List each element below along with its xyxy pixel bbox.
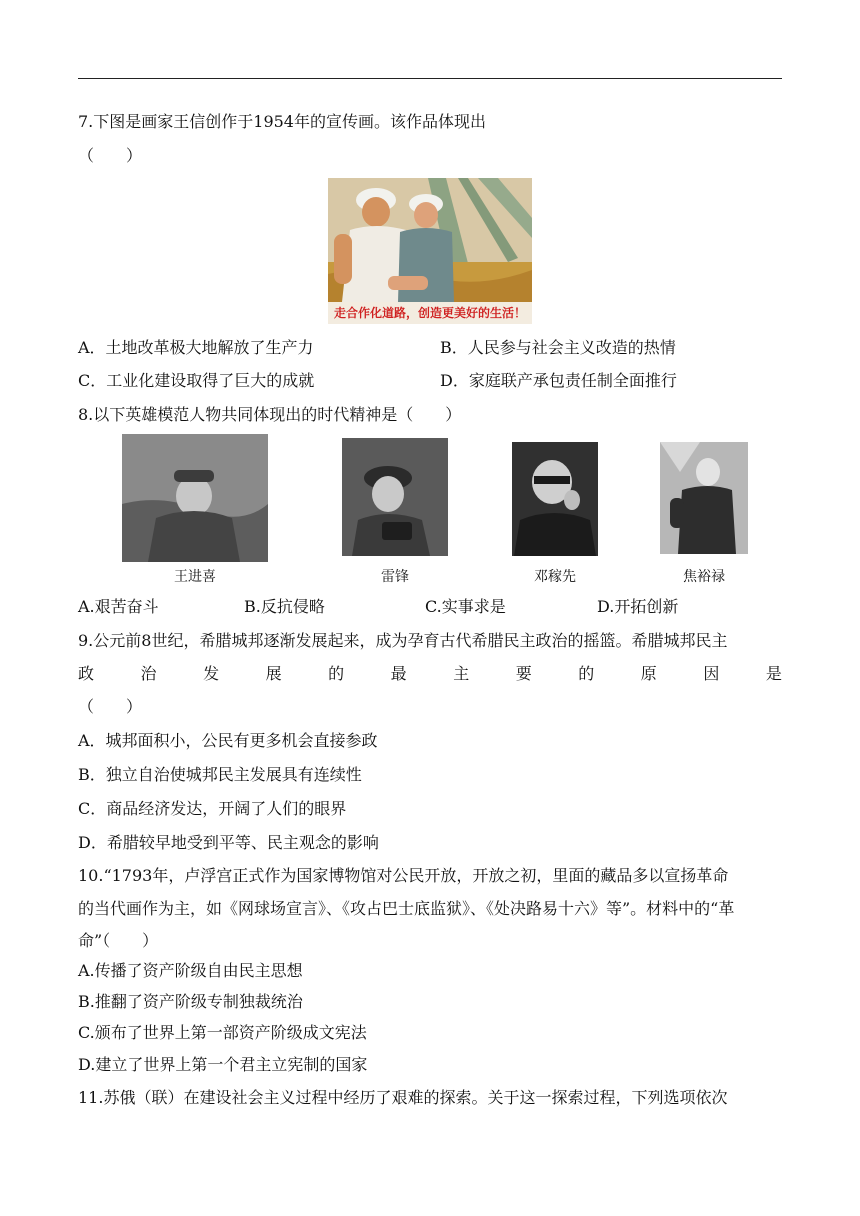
q9-word: 是 (765, 664, 782, 683)
q7-option-b[interactable]: B．人民参与社会主义改造的热情 (440, 338, 676, 357)
q7-stem: 7.下图是画家王信创作于1954年的宣传画。该作品体现出 (78, 112, 486, 131)
photo-jiao-yulu-image (660, 442, 748, 554)
q10-stem-line2: 的当代画作为主，如《网球场宣言》、《攻占巴士底监狱》、《处决路易十六》等”。材料中的“革 (78, 899, 735, 918)
q9-word: 展 (265, 664, 282, 683)
photo-deng-jiaxian (512, 442, 598, 556)
photo-wang-jinxi (122, 434, 268, 562)
q10-stem-line3: 命”（ ） (78, 931, 159, 950)
photo-lei-feng (342, 438, 448, 556)
photo-jiao-yulu (660, 442, 748, 554)
poster-slogan: 走合作化道路，创造更美好的生活！ (328, 302, 532, 324)
q8-option-b[interactable]: B.反抗侵略 (244, 597, 325, 616)
q9-word: 原 (640, 664, 657, 683)
q8-option-c[interactable]: C.实事求是 (425, 597, 506, 616)
photo-wang-jinxi-image (122, 434, 268, 562)
q9-word: 治 (140, 664, 157, 683)
q9-word: 的 (328, 664, 345, 683)
header-rule (78, 78, 782, 79)
q10-option-d[interactable]: D.建立了世界上第一个君主立宪制的国家 (78, 1055, 368, 1074)
q10-option-a[interactable]: A.传播了资产阶级自由民主思想 (78, 961, 303, 980)
q8-option-a[interactable]: A.艰苦奋斗 (78, 597, 159, 616)
q8-stem: 8.以下英雄模范人物共同体现出的时代精神是（ ） (78, 405, 462, 424)
q9-answer-blank: （ ） (78, 697, 143, 716)
q9-word: 最 (390, 664, 407, 683)
q9-stem-line1: 9.公元前8世纪，希腊城邦逐渐发展起来，成为孕育古代希腊民主政治的摇篮。希腊城邦民主 (78, 631, 728, 650)
q9-option-d[interactable]: D．希腊较早地受到平等、民主观念的影响 (78, 833, 379, 852)
q9-word: 主 (453, 664, 470, 683)
caption-jiao-yulu: 焦裕禄 (683, 569, 725, 585)
caption-wang-jinxi: 王进喜 (174, 569, 216, 585)
q10-stem-line1: 10.“1793年，卢浮宫正式作为国家博物馆对公民开放，开放之初，里面的藏品多以宣扬革命 (78, 866, 729, 885)
photo-deng-jiaxian-image (512, 442, 598, 556)
q7-option-a[interactable]: A．土地改革极大地解放了生产力 (78, 338, 314, 357)
q9-option-a[interactable]: A．城邦面积小，公民有更多机会直接参政 (78, 731, 378, 750)
q9-word: 要 (515, 664, 532, 683)
q9-option-c[interactable]: C．商品经济发达，开阔了人们的眼界 (78, 799, 347, 818)
photo-lei-feng-image (342, 438, 448, 556)
q10-option-b[interactable]: B.推翻了资产阶级专制独裁统治 (78, 992, 303, 1011)
q11-stem-line1: 11.苏俄（联）在建设社会主义过程中经历了艰难的探索。关于这一探索过程，下列选项依次 (78, 1088, 728, 1107)
q7-option-c[interactable]: C．工业化建设取得了巨大的成就 (78, 371, 315, 390)
q9-word: 因 (703, 664, 720, 683)
q9-word: 的 (578, 664, 595, 683)
q8-option-d[interactable]: D.开拓创新 (597, 597, 679, 616)
q7-option-d[interactable]: D．家庭联产承包责任制全面推行 (440, 371, 677, 390)
q9-word: 政 (78, 664, 95, 683)
q9-word: 发 (203, 664, 220, 683)
q7-answer-blank: （ ） (78, 146, 143, 165)
q9-stem-line2 (78, 664, 782, 684)
q9-option-b[interactable]: B．独立自治使城邦民主发展具有连续性 (78, 765, 362, 784)
poster-illustration (328, 178, 532, 302)
q10-option-c[interactable]: C.颁布了世界上第一部资产阶级成文宪法 (78, 1023, 367, 1042)
caption-lei-feng: 雷锋 (381, 569, 409, 585)
q7-propaganda-poster (328, 178, 532, 324)
caption-deng-jiaxian: 邓稼先 (534, 569, 576, 585)
